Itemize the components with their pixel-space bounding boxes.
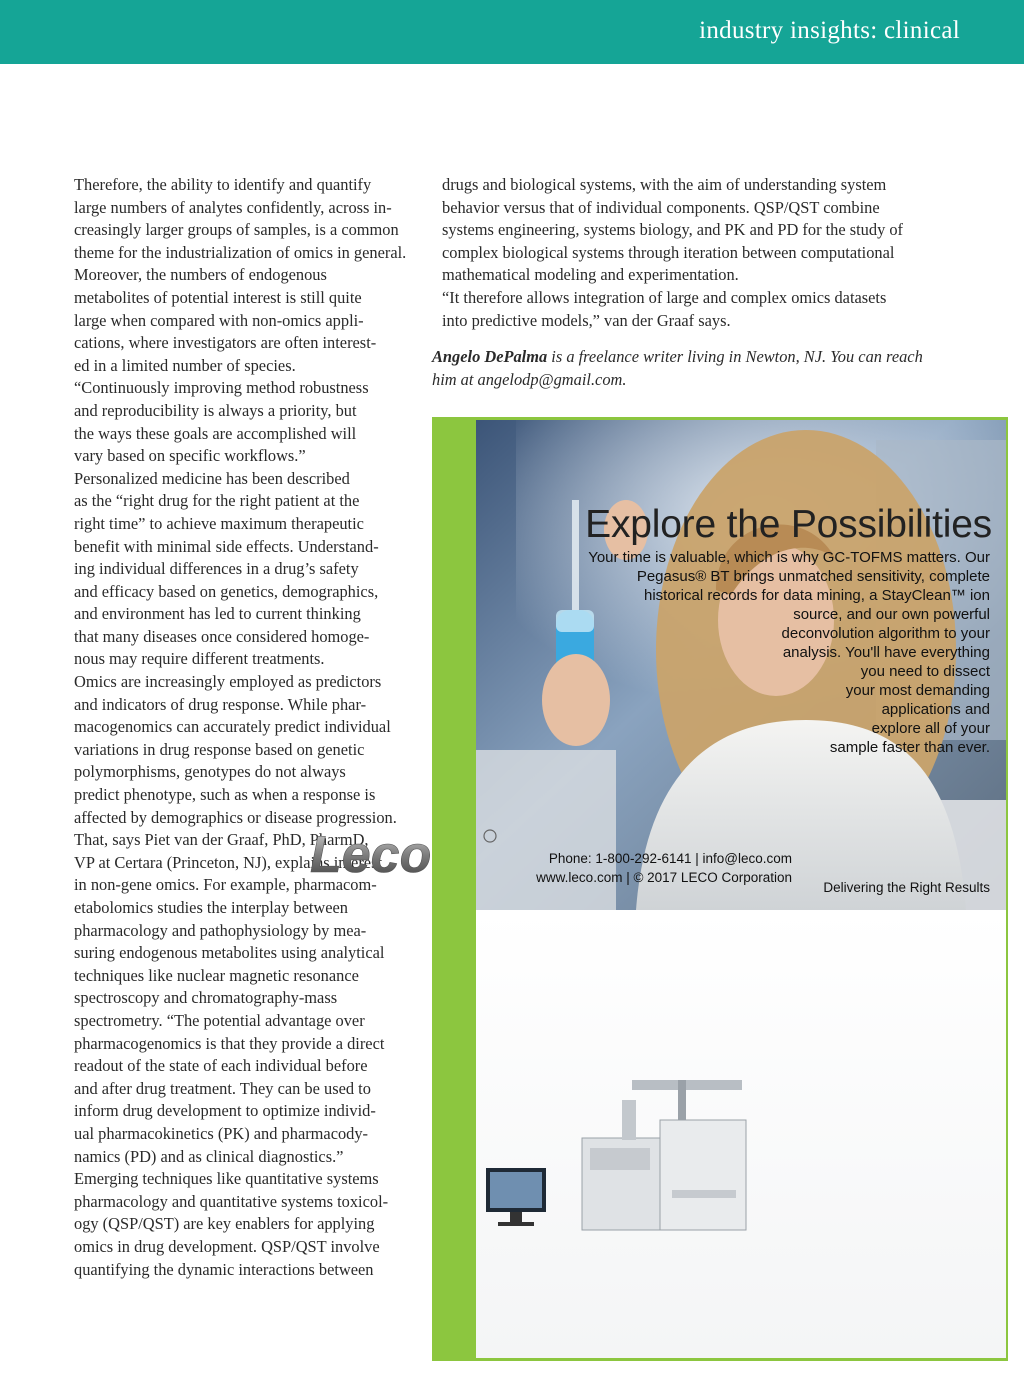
article-line: etabolomics studies the interplay between: [74, 898, 349, 917]
article-line: and indicators of drug response. While phar-: [74, 694, 367, 714]
author-name: Angelo DePalma: [432, 347, 548, 367]
article-right-column: [432, 174, 952, 391]
section-title: industry insights: clinical: [699, 17, 960, 44]
article-line: creasingly larger groups of samples, is a common: [74, 220, 399, 240]
article-paragraph: [64, 468, 406, 671]
leco-logo: [306, 826, 500, 886]
article-line: pharmacology and quantitative systems toxicol-: [74, 1191, 389, 1211]
article-line: large numbers of analytes confidently, across in-: [74, 197, 392, 217]
ad-website-copyright[interactable]: www.leco.com | © 2017 LECO Corporation: [536, 870, 792, 885]
article-line: mathematical modeling and experimentation.: [442, 265, 739, 285]
article-line: nous may require different treatments.: [74, 649, 325, 669]
article-line: namics (PD) and as clinical diagnostics.”: [74, 1146, 344, 1166]
article-line: Therefore, the ability to identify and quantify: [74, 175, 372, 194]
article-paragraph: [64, 174, 406, 264]
article-line: Moreover, the numbers of endogenous: [74, 265, 327, 285]
ad-tagline: Delivering the Right Results: [823, 880, 990, 895]
article-right-paragraphs: [432, 174, 952, 332]
article-line: predict phenotype, such as when a response is: [74, 785, 376, 805]
gc-tofms-instrument-illustration: [482, 1060, 782, 1240]
ad-copy-line: sample faster than ever.: [829, 739, 990, 756]
article-line: the ways these goals are accomplished will: [74, 423, 357, 443]
article-line: “It therefore allows integration of large and complex omics datasets: [442, 287, 887, 307]
article-line: and environment has led to current thinking: [74, 604, 361, 624]
ad-copy-line: analysis. You'll have everything: [782, 644, 990, 661]
ad-copy-line: deconvolution algorithm to your: [781, 625, 990, 642]
byline-text: is a freelance writer living in Newton, NJ. You can reach: [547, 347, 923, 367]
ad-copy-line: Pegasus® BT brings unmatched sensitivity, complete: [636, 568, 990, 585]
section-header-bar: [0, 0, 1024, 64]
article-line: ogy (QSP/QST) are key enablers for applying: [74, 1214, 375, 1234]
ad-copy-line: applications and: [881, 701, 990, 718]
leco-logo-text: Leco: [310, 826, 432, 884]
ad-headline: Explore the Possibilities: [585, 503, 992, 546]
article-line: theme for the industrialization of omics in general.: [74, 242, 407, 262]
article-line: readout of the state of each individual before: [74, 1056, 368, 1076]
article-line: “Continuously improving method robustness: [74, 378, 369, 398]
article-paragraph: [432, 287, 952, 332]
article-paragraph: [432, 174, 952, 287]
article-line: and reproducibility is always a priority, but: [74, 400, 357, 420]
ad-copy-line: source, and our own powerful: [793, 606, 990, 623]
article-line: Omics are increasingly employed as predictors: [74, 672, 382, 692]
article-line: macogenomics can accurately predict individual: [74, 717, 391, 737]
byline-contact: him at angelodp@gmail.com.: [432, 369, 627, 389]
article-line: inform drug development to optimize individ-: [74, 1101, 376, 1121]
article-line: that many diseases once considered homoge-: [74, 626, 370, 646]
ad-copy-line: your most demanding: [845, 682, 990, 699]
article-line: Personalized medicine has been described: [74, 468, 350, 488]
article-line: large when compared with non-omics appli-: [74, 310, 364, 330]
article-line: techniques like nuclear magnetic resonance: [74, 965, 359, 985]
article-line: and after drug treatment. They can be used to: [74, 1078, 371, 1098]
article-paragraph: [64, 1168, 406, 1281]
article-paragraph: [64, 377, 406, 467]
article-line: benefit with minimal side effects. Understand-: [74, 536, 379, 556]
ad-phone-email: Phone: 1-800-292-6141 | info@leco.com: [548, 851, 792, 866]
article-line: quantifying the dynamic interactions between: [74, 1259, 374, 1279]
article-line: spectroscopy and chromatography-mass: [74, 988, 338, 1008]
article-line: omics in drug development. QSP/QST involve: [74, 1236, 380, 1256]
article-line: VP at Certara (Princeton, NJ), explains interest: [74, 852, 382, 872]
article-line: as the “right drug for the right patient at the: [74, 491, 360, 511]
article-line: into predictive models,” van der Graaf says.: [442, 310, 731, 330]
article-line: variations in drug response based on genetic: [74, 739, 365, 759]
article-line: in non-gene omics. For example, pharmacom-: [74, 875, 377, 895]
article-line: drugs and biological systems, with the aim of understanding system: [442, 175, 887, 194]
article-line: cations, where investigators are often interest-: [74, 333, 377, 353]
ad-copy-line: explore all of your: [871, 720, 990, 737]
article-line: vary based on specific workflows.”: [74, 446, 306, 466]
article-line: metabolites of potential interest is still quite: [74, 287, 362, 307]
article-paragraph: [64, 264, 406, 377]
article-line: spectrometry. “The potential advantage over: [74, 1010, 365, 1030]
article-line: systems engineering, systems biology, and PK and PD for the study of: [442, 220, 904, 240]
article-line: complex biological systems through iteration between computational: [442, 242, 895, 262]
article-line: right time” to achieve maximum therapeutic: [74, 513, 364, 533]
article-line: behavior versus that of individual components. QSP/QST combine: [442, 197, 880, 217]
article-line: ual pharmacokinetics (PK) and pharmacody-: [74, 1123, 369, 1143]
article-line: ing individual differences in a drug’s safety: [74, 559, 359, 579]
article-line: suring endogenous metabolites using analytical: [74, 943, 385, 963]
article-line: That, says Piet van der Graaf, PhD, PharmD,: [74, 830, 369, 850]
ad-copy-line: you need to dissect: [860, 663, 990, 680]
article-line: pharmacogenomics is that they provide a direct: [74, 1033, 385, 1053]
article-line: polymorphisms, genotypes do not always: [74, 762, 346, 782]
article-line: Emerging techniques like quantitative systems: [74, 1169, 379, 1189]
article-line: ed in a limited number of species.: [74, 355, 296, 375]
ad-copy-line: historical records for data mining, a StayClean™ ion: [644, 587, 990, 604]
article-line: pharmacology and pathophysiology by mea-: [74, 920, 367, 940]
ad-copy-line: Your time is valuable, which is why GC-TOFMS matters. Our: [588, 549, 990, 566]
article-paragraph: [64, 671, 406, 829]
article-line: affected by demographics or disease progression.: [74, 807, 397, 827]
author-byline: [432, 346, 952, 391]
ad-copy: [520, 548, 990, 757]
article-left-column: [64, 174, 406, 1281]
article-line: and efficacy based on genetics, demographics,: [74, 581, 379, 601]
ad-contact-info: [536, 849, 792, 887]
